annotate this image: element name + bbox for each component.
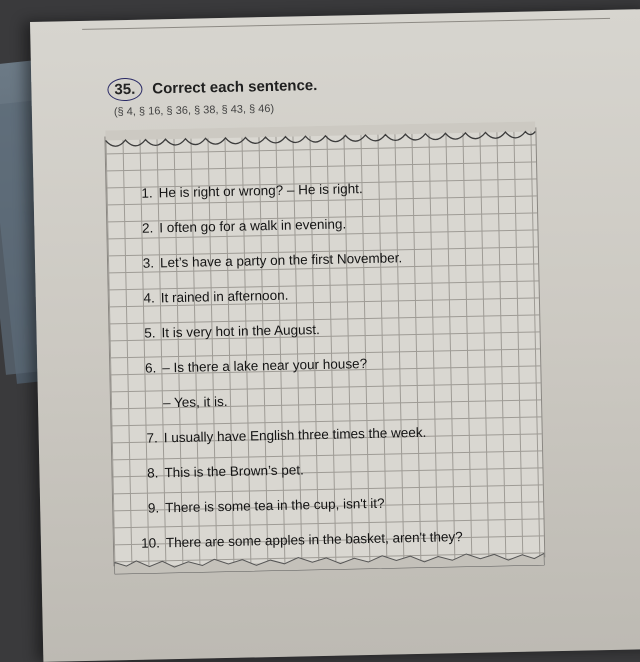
grammar-references: (§ 4, § 16, § 36, § 38, § 43, § 46) <box>113 102 275 119</box>
sentence-list <box>106 167 544 561</box>
sentence-number: 3. <box>142 255 155 271</box>
sentence-number: 10. <box>141 535 161 551</box>
sentence-number: 2. <box>141 220 154 236</box>
sentence-number: 7. <box>146 430 158 446</box>
sentence-text: It is very hot in the August. <box>161 321 321 341</box>
sentence-number: 4. <box>143 290 155 306</box>
sentence-text: Let’s have a party on the first November. <box>159 250 403 271</box>
exercise-title: Correct each sentence. <box>152 76 318 98</box>
sentence-text: I often go for a walk in evening. <box>159 216 347 236</box>
workbook-page <box>30 9 640 662</box>
sentence-text: – Yes, it is. <box>162 393 228 411</box>
sentence-text: There are some apples in the basket, aren't they? <box>165 529 463 551</box>
sentence-number: 1. <box>141 185 153 201</box>
sentence-number: 5. <box>144 325 156 341</box>
sentence-number: 6. <box>144 360 157 376</box>
exercise-number: 35. <box>107 78 142 102</box>
sentence-number: 8. <box>147 465 159 481</box>
sentence-text: I usually have English three times the week. <box>163 424 427 446</box>
sentence-number: 9. <box>147 500 160 516</box>
sentence-text: This is the Brown’s pet. <box>164 462 304 481</box>
top-rule <box>82 18 610 30</box>
sentence-text: – Is there a lake near your house? <box>162 356 368 376</box>
sentence-text: There is some tea in the cup, isn't it? <box>165 495 385 516</box>
spiral-top-edge <box>105 121 535 154</box>
grid-notepad <box>104 127 545 566</box>
sentence-text: He is right or wrong? – He is right. <box>158 181 363 201</box>
exercise-header <box>107 74 317 101</box>
sentence-text: It rained in afternoon. <box>160 287 289 306</box>
